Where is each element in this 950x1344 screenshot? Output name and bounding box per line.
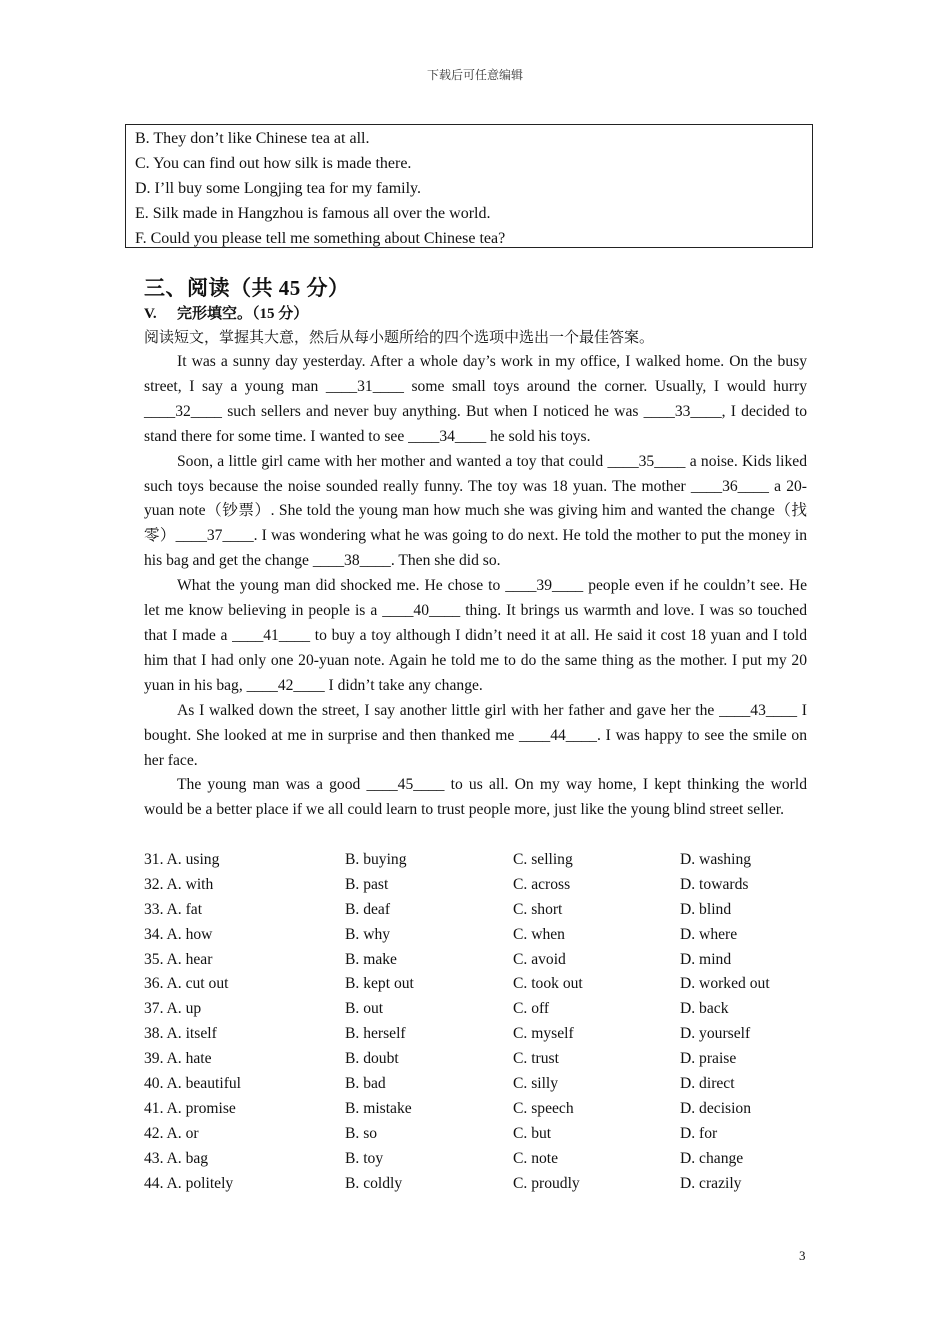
option-a: 40. A. beautiful (144, 1075, 242, 1093)
option-d: D. praise (680, 1050, 737, 1068)
option-c: C. avoid (513, 950, 566, 968)
box-option-b: B. They don’t like Chinese tea at all. (135, 130, 370, 147)
option-b: B. doubt (345, 1050, 399, 1068)
box-option-d: D. I’ll buy some Longjing tea for my family. (135, 180, 422, 197)
option-c: C. off (513, 1000, 550, 1018)
option-c: C. trust (513, 1050, 559, 1068)
passage-paragraph: As I walked down the street, I say another little girl with her father and gave her the ____43____ I bought. She looked at me in surprise and then thanked me ____44____. I was happy to see the smile on her face. (144, 701, 807, 769)
option-c: C. silly (513, 1075, 559, 1093)
option-d: D. crazily (680, 1174, 742, 1192)
option-c: C. note (513, 1149, 559, 1167)
question-row (144, 1172, 807, 1197)
option-d: D. towards (680, 875, 749, 893)
question-row (144, 873, 807, 898)
option-c: C. speech (513, 1099, 574, 1117)
option-b: B. kept out (345, 975, 414, 993)
option-a: 41. A. promise (144, 1099, 236, 1117)
option-c: C. selling (513, 851, 573, 868)
option-b: B. buying (345, 851, 407, 868)
option-b: B. mistake (345, 1099, 412, 1117)
question-options (144, 848, 807, 1196)
answer-options-box (125, 124, 813, 248)
subsection-number: V. (144, 306, 157, 322)
option-d: D. yourself (680, 1025, 751, 1043)
subsection-heading (144, 302, 308, 323)
option-d: D. decision (680, 1099, 752, 1117)
option-a: 37. A. up (144, 1000, 202, 1018)
passage-paragraph: The young man was a good ____45____ to us all. On my way home, I kept thinking the world would be a better place if we all could learn to trust people more, just like the young blind street seller. (144, 776, 807, 819)
option-b: B. past (345, 875, 389, 893)
option-b: B. coldly (345, 1174, 403, 1192)
question-row (144, 1022, 807, 1047)
option-a: 32. A. with (144, 875, 214, 893)
option-a: 34. A. how (144, 925, 213, 943)
option-a: 43. A. bag (144, 1149, 209, 1167)
option-c: C. but (513, 1124, 552, 1142)
question-row (144, 1147, 807, 1172)
section-title: 三、阅读（共 45 分） (144, 276, 350, 300)
option-c: C. myself (513, 1025, 574, 1043)
option-b: B. bad (345, 1075, 386, 1093)
box-option-f: F. Could you please tell me something about Chinese tea? (135, 230, 506, 247)
option-d: D. mind (680, 950, 732, 968)
option-a: 44. A. politely (144, 1174, 234, 1192)
question-row (144, 997, 807, 1022)
box-option-e: E. Silk made in Hangzhou is famous all over the world. (135, 205, 491, 222)
option-a: 33. A. fat (144, 900, 203, 918)
option-a: 42. A. or (144, 1124, 199, 1142)
option-c: C. took out (513, 975, 583, 993)
subsection-title: 完形填空。（15 分） (177, 306, 309, 322)
passage-paragraph: Soon, a little girl came with her mother and wanted a toy that could ____35____ a noise. Kids liked such toys because the noise sounded really funny. The toy was 18 yuan. The mother ____36____ a 20-yuan note（钞票）. She told the young man how much she was giving him and wanted the change（找零）____37____. I was wondering what he was going to do next. He told the mother to put the money in his bag and get the change ____38____. Then she did so. (144, 452, 807, 570)
option-d: D. back (680, 1000, 729, 1018)
option-b: B. deaf (345, 900, 391, 918)
option-a: 31. A. using (144, 851, 220, 868)
option-c: C. when (513, 925, 565, 943)
passage-paragraph: It was a sunny day yesterday. After a whole day’s work in my office, I walked home. On the busy street, I say a young man ____31____ some small toys around the corner. Usually, I would hurry ____32____ such sellers and never buy anything. But when I noticed he was ____33____, I decided to stand there for some time. I wanted to see ____34____ he sold his toys. (144, 353, 807, 445)
option-b: B. so (345, 1124, 378, 1142)
question-row (144, 923, 807, 948)
option-b: B. out (345, 1000, 384, 1018)
question-row (144, 948, 807, 973)
option-b: B. toy (345, 1149, 384, 1167)
page-header: 下载后可任意编辑 (426, 68, 523, 82)
question-row (144, 1122, 807, 1147)
option-d: D. direct (680, 1075, 735, 1093)
question-row (144, 1097, 807, 1122)
question-row (144, 972, 807, 997)
option-d: D. blind (680, 900, 732, 918)
option-c: C. proudly (513, 1174, 580, 1192)
option-c: C. across (513, 875, 571, 893)
option-d: D. for (680, 1124, 718, 1142)
option-c: C. short (513, 900, 563, 918)
option-b: B. herself (345, 1025, 406, 1043)
page-number: 3 (799, 1248, 806, 1263)
question-row (144, 898, 807, 923)
option-a: 36. A. cut out (144, 975, 229, 993)
question-row (144, 1072, 807, 1097)
option-a: 38. A. itself (144, 1025, 217, 1043)
question-row (144, 848, 807, 873)
option-b: B. why (345, 925, 391, 943)
option-a: 35. A. hear (144, 950, 213, 968)
option-d: D. change (680, 1149, 744, 1167)
option-d: D. washing (680, 851, 752, 868)
option-d: D. worked out (680, 975, 770, 993)
option-d: D. where (680, 925, 738, 943)
cloze-passage (144, 350, 807, 823)
question-row (144, 1047, 807, 1072)
directions: 阅读短文，掌握其大意，然后从每小题所给的四个选项中选出一个最佳答案。 (144, 330, 655, 346)
passage-paragraph: What the young man did shocked me. He chose to ____39____ people even if he couldn’t see. He let me know believing in people is a ____40____ thing. It brings us warmth and love. I was so touched that I made a ____41____ to buy a toy although I didn’t need it at all. He said it cost 18 yuan and I told him that I had only one 20-yuan note. Again he told me to do the same thing as the mother. I put my 20 yuan in his bag, ____42____ I didn’t take any change. (144, 577, 807, 694)
box-option-c: C. You can find out how silk is made there. (135, 155, 412, 172)
option-b: B. make (345, 950, 397, 968)
option-a: 39. A. hate (144, 1050, 212, 1068)
